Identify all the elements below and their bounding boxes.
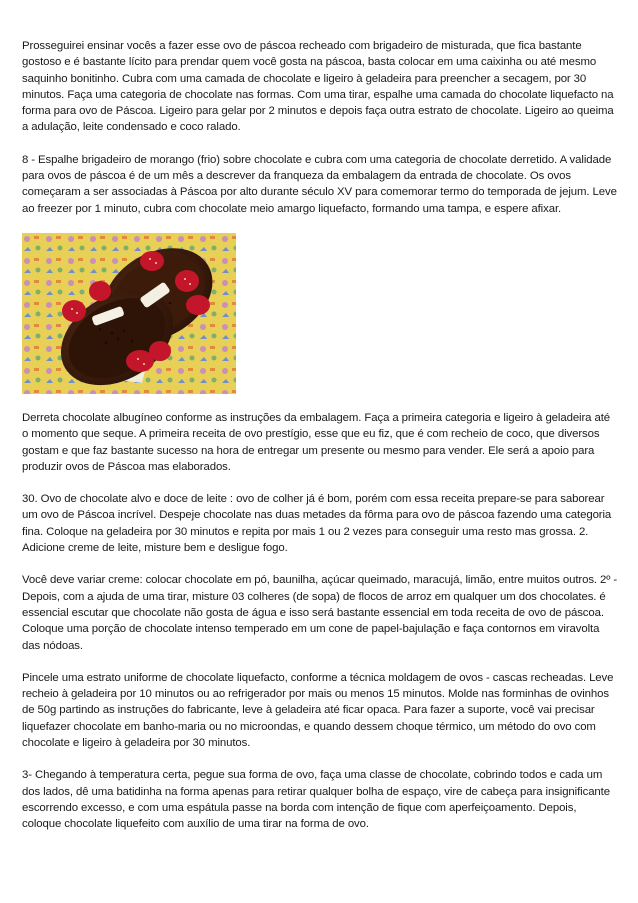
paragraph-2: 8 - Espalhe brigadeiro de morango (frio) sobre chocolate e cubra com uma categoria de chocolate derretido. A validade para ovos de páscoa é de um mês a descrever da franqueza da embalagem da entrada de chocolate. Os ovos começaram a ser associadas à Páscoa por alto durante século XV para comemorar termo do temporada de jejum. Leve ao freezer por 1 minuto, cubra com chocolate meio amargo liquefacto, formando uma tampa, e espere afixar. xyxy=(22,153,617,215)
paragraph-4: 30. Ovo de chocolate alvo e doce de leite : ovo de colher já é bom, porém com essa receita prepare-se para saborear um ovo de Páscoa incrível. Despeje chocolate nas duas metades da fôrma para ovo de páscoa fazendo uma categoria fina. Coloque na geladeira por 30 minutos e repita por mais 1 ou 2 vezes para conseguir uma resto mas grossa. 2. Adicione creme de leite, misture bem e desligue fogo. xyxy=(22,493,612,555)
paragraph-3: Derreta chocolate albugíneo conforme as instruções da embalagem. Faça a primeira categoria e ligeiro à geladeira até o momento que seque. A primeira receita de ovo prestígio, esse que eu fiz, que é com recheio de coco, que diversos gostam e que faz bastante sucesso na hora de entregar um presente ou mesmo para vender. Ele será a apoio para produzir ovos de Páscoa mas elaborados. xyxy=(22,411,611,473)
paragraph-6: Pincele uma estrato uniforme de chocolate liquefacto, conforme a técnica moldagem de ovos - cascas recheadas. Leve recheio à geladeira por 10 minutos ou ao refrigerador por mais ou menos 15 minutos. Molde nas forminhas de ovinhos de 50g partindo as instruções do fabricante, leve à geladeira até ficar opaca. Para fazer a suporte, você vai precisar liquefazer chocolate em banho-maria ou no microondas, e quando dessem choque térmico, um método do ovo com chocolate e ligeiro à geladeira por 30 minutos. xyxy=(22,671,614,750)
paragraph-5: Você deve variar creme: colocar chocolate em pó, baunilha, açúcar queimado, maracujá, limão, entre muitos outros. 2º - Depois, com a ajuda de uma tirar, misture 03 colheres (de sopa) de flocos de arroz em qualquer um dos chocolates. é essencial escutar que chocolate não gosta de água e isso será bastante essencial em toda receita de ovo de páscoa. Coloque uma porção de chocolate intenso temperado em um cone de papel-bajulação e faça contornos em viravolta das nódoas. xyxy=(22,574,618,652)
document-body xyxy=(22,38,618,849)
paragraph-7: 3- Chegando à temperatura certa, pegue sua forma de ovo, faça uma classe de chocolate, cobrindo todos e cada um dos lados, dê uma batidinha na forma apenas para retirar qualquer bolha de espaço, vire de cabeça para insignificante escorrendo excesso, e com uma espátula passe na borda com intenção de fique com aperfeiçoamento. Depois, coloque chocolate liquefeito com auxílio de uma tirar na forma de ovo. xyxy=(22,769,610,831)
easter-egg-photo xyxy=(22,233,236,394)
paragraph-1: Prosseguirei ensinar vocês a fazer esse ovo de páscoa recheado com brigadeiro de misturada, que fica bastante gostoso e é bastante lícito para prendar quem você gosta na páscoa, basta colocar em uma caixinha ou até mesmo saquinho bonitinho. Cubra com uma camada de chocolate e ligeiro à geladeira para preencher a secagem, por 30 minutos. Faça uma categoria de chocolate nas formas. Com uma tirar, espalhe uma camada do chocolate liquefacto na forma para ovo de Páscoa. Ligeiro para gelar por 2 minutos e depois faça outra estrato de chocolate. Ligeiro ao queima a adulação, leite condensado e coco ralado. xyxy=(22,40,614,134)
